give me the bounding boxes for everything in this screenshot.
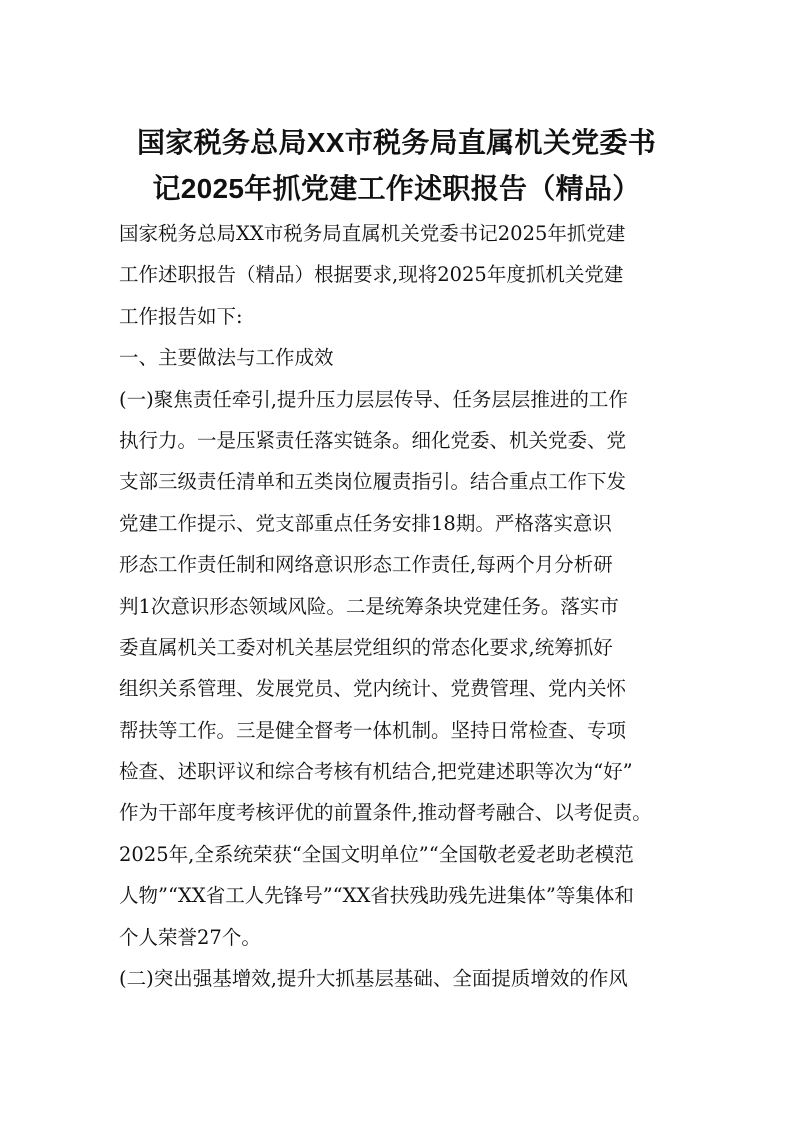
body-line: 工作报告如下: <box>119 304 243 328</box>
body-line: (一)聚焦责任牵引,提升压力层层传导、任务层层推进的工作 <box>119 387 628 411</box>
body-line: 形态工作责任制和网络意识形态工作责任,每两个月分析研 <box>119 553 613 577</box>
document-body <box>119 213 689 999</box>
body-line: 支部三级责任清单和五类岗位履责指引。结合重点工作下发 <box>119 470 627 494</box>
body-line: 组织关系管理、发展党员、党内统计、党费管理、党内关怀 <box>119 677 627 701</box>
title-line: 记2025年抓党建工作述职报告（精品） <box>152 173 641 204</box>
section-heading: 一、主要做法与工作成效 <box>119 346 334 370</box>
body-line: 党建工作提示、党支部重点任务安排18期。严格落实意识 <box>119 511 612 535</box>
body-line: 人物”“XX省工人先锋号”“XX省扶残助残先进集体”等集体和 <box>119 884 634 908</box>
body-line: 作为干部年度考核评优的前置条件,推动督考融合、以考促责。 <box>119 801 652 825</box>
body-line: 国家税务总局XX市税务局直属机关党委书记2025年抓党建 <box>119 222 626 245</box>
body-line: 帮扶等工作。三是健全督考一体机制。坚持日常检查、专项 <box>119 718 627 742</box>
body-line: 2025年,全系统荣获“全国文明单位”“全国敬老爱老助老模范 <box>119 842 634 866</box>
body-line: 委直属机关工委对机关基层党组织的常态化要求,统筹抓好 <box>119 635 613 659</box>
body-line: 工作述职报告（精品）根据要求,现将2025年度抓机关党建 <box>119 263 624 287</box>
body-line: 执行力。一是压紧责任落实链条。细化党委、机关党委、党 <box>119 428 627 452</box>
title-line: 国家税务总局XX市税务局直属机关党委书 <box>136 127 657 158</box>
body-line: (二)突出强基增效,提升大抓基层基础、全面提质增效的作风 <box>119 967 628 991</box>
body-line: 检查、述职评议和综合考核有机结合,把党建述职等次为“好” <box>119 760 633 784</box>
body-line: 个人荣誉27个。 <box>119 925 261 949</box>
body-line: 判1次意识形态领域风险。二是统筹条块党建任务。落实市 <box>119 594 619 618</box>
document-title <box>96 120 697 212</box>
